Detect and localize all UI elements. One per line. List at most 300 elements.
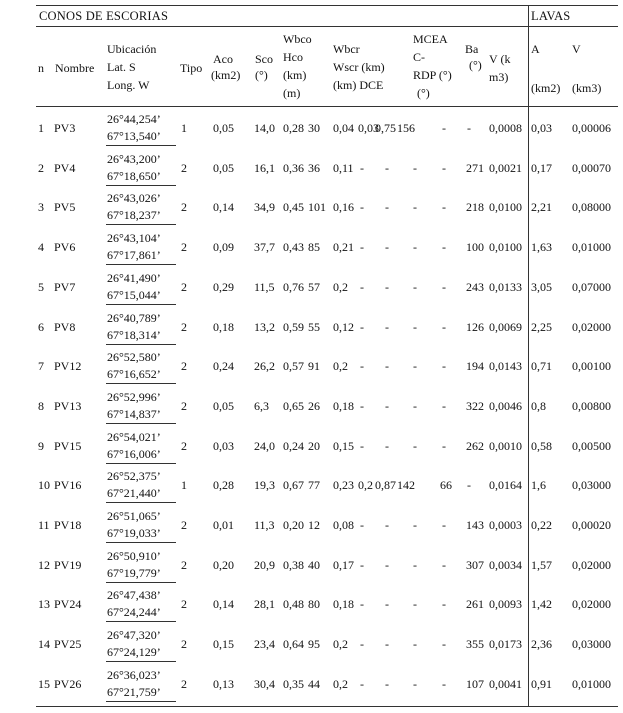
cell-tipo: 2 (181, 676, 187, 691)
cell-rdp: - (442, 597, 446, 612)
cell-lat: 26°41,490’ (107, 270, 161, 285)
cell-wbcr: 0,18 (333, 597, 354, 612)
bottom-rule (36, 706, 618, 707)
cell-wbco: 0,59 (283, 319, 304, 334)
cell-la: 2,36 (531, 637, 552, 652)
cell-sco: 37,7 (254, 240, 275, 255)
cell-rule (106, 145, 176, 146)
cell-dce: - (385, 240, 389, 255)
cell-wscr: - (360, 676, 364, 691)
cell-lat: 26°51,065’ (107, 509, 161, 523)
cell-rdp: - (442, 637, 446, 652)
header-sco: Sco (255, 52, 273, 66)
cell-ba: 322 (466, 398, 484, 413)
cell-hco: 85 (308, 240, 320, 255)
header-hco-unit: (m) (283, 86, 301, 100)
cell-ba: 107 (466, 676, 484, 691)
cell-rdp: 66 (440, 478, 452, 493)
cell-wbco: 0,57 (283, 359, 304, 374)
cell-aco: 0,24 (213, 359, 234, 374)
cell-dce: - (385, 676, 389, 691)
cell-hco: 57 (308, 279, 320, 294)
header-sco-unit: (°) (255, 68, 268, 82)
cell-lv: 0,01000 (572, 676, 611, 691)
cell-sco: 20,9 (254, 557, 275, 572)
cell-ba: 218 (466, 200, 484, 215)
cell-ba: 355 (466, 637, 484, 652)
cell-n: 6 (38, 319, 44, 334)
cell-wbcr: 0,23 (333, 478, 354, 493)
cell-mcea: 142 (397, 478, 415, 493)
cell-wbco: 0,48 (283, 597, 304, 612)
cell-nombre: PV24 (54, 597, 82, 612)
cell-hco: 30 (308, 121, 320, 135)
cell-sco: 11,5 (254, 279, 275, 294)
header-mcea: MCEA (413, 32, 448, 46)
cell-hco: 95 (308, 637, 320, 652)
cell-la: 0,17 (531, 160, 552, 175)
cell-rdp: - (442, 200, 446, 215)
cell-mcea: 156 (397, 121, 415, 135)
cell-ba: 194 (466, 359, 484, 374)
header-lava-v-unit: (km3) (572, 81, 602, 95)
cell-wscr: - (360, 200, 364, 215)
cell-n: 10 (38, 478, 50, 493)
header-aco-unit: (km2) (211, 68, 241, 82)
cell-la: 0,22 (531, 518, 552, 532)
cell-dce: - (385, 200, 389, 215)
cell-rdp: - (442, 676, 446, 691)
cell-tipo: 2 (181, 557, 187, 572)
cell-lon: 67°17,861’ (107, 248, 161, 263)
cell-lon: 67°13,540’ (107, 129, 161, 143)
cell-nombre: PV25 (54, 637, 82, 652)
cell-wbcr: 0,2 (333, 637, 348, 652)
cell-wbcr: 0,15 (333, 438, 354, 453)
cell-hco: 20 (308, 438, 320, 453)
cell-rdp: - (442, 438, 446, 453)
cell-lon: 67°18,314’ (107, 327, 161, 342)
cell-ba: 143 (466, 518, 484, 532)
cell-wbco: 0,67 (283, 478, 304, 493)
section-title-conos: CONOS DE ESCORIAS (39, 9, 169, 23)
cell-n: 3 (38, 200, 44, 215)
cell-sco: 24,0 (254, 438, 275, 453)
cell-v: 0,0093 (489, 597, 522, 612)
cell-mcea: - (413, 240, 417, 255)
cell-rule (106, 383, 176, 384)
cell-dce: - (385, 597, 389, 612)
cell-lat: 26°52,996’ (107, 389, 161, 404)
header-wbcr: Wbcr (333, 42, 360, 56)
cell-wscr: - (360, 557, 364, 572)
cell-aco: 0,13 (213, 676, 234, 691)
cell-lat: 26°52,375’ (107, 469, 161, 484)
cell-dce: - (385, 359, 389, 374)
cell-mcea: - (413, 518, 417, 532)
cell-wbcr: 0,21 (333, 240, 354, 255)
header-n: n (38, 61, 44, 75)
cell-rule (106, 304, 176, 305)
cell-lv: 0,00070 (572, 160, 611, 175)
cell-v: 0,0100 (489, 200, 522, 215)
header-ba-unit: (°) (469, 58, 482, 72)
cell-wscr: - (360, 359, 364, 374)
cell-tipo: 1 (181, 121, 187, 135)
header-lava-a-unit: (km2) (531, 81, 561, 95)
header-wbco-unit: (km) (283, 68, 307, 82)
cell-nombre: PV6 (54, 240, 76, 255)
cell-hco: 26 (308, 398, 320, 413)
cell-la: 0,91 (531, 676, 552, 691)
cell-n: 13 (38, 597, 50, 612)
cell-tipo: 2 (181, 398, 187, 413)
cell-ba: - (467, 121, 471, 135)
cell-rdp: - (442, 557, 446, 572)
cell-wbco: 0,24 (283, 438, 304, 453)
cell-dce: - (385, 398, 389, 413)
cell-lon: 67°24,244’ (107, 605, 161, 620)
cell-la: 3,05 (531, 279, 552, 294)
cell-wbco: 0,38 (283, 557, 304, 572)
cell-aco: 0,14 (213, 200, 234, 215)
cell-mcea: - (413, 398, 417, 413)
cell-rule (106, 582, 176, 583)
header-dce: (km) DCE (333, 78, 384, 92)
cell-n: 9 (38, 438, 44, 453)
cell-lon: 67°18,650’ (107, 168, 161, 183)
cell-nombre: PV8 (54, 319, 76, 334)
cell-la: 2,25 (531, 319, 552, 334)
header-ubicacion: Ubicación (107, 42, 157, 56)
cell-ba: 126 (466, 319, 484, 334)
cell-wbcr: 0,2 (333, 676, 348, 691)
cell-wbcr: 0,11 (333, 160, 354, 175)
cell-aco: 0,05 (213, 160, 234, 175)
cell-lon: 67°19,033’ (107, 526, 161, 540)
cell-wscr: - (360, 637, 364, 652)
cell-lv: 0,00500 (572, 438, 611, 453)
cell-lv: 0,01000 (572, 240, 611, 255)
cell-sco: 6,3 (254, 398, 269, 413)
cell-rdp: - (442, 398, 446, 413)
cell-mcea: - (413, 597, 417, 612)
cell-dce: - (385, 279, 389, 294)
cell-v: 0,0010 (489, 438, 522, 453)
cell-lat: 26°43,104’ (107, 231, 161, 246)
cell-rule (106, 185, 176, 186)
cell-ba: 307 (466, 557, 484, 572)
cell-wbco: 0,64 (283, 637, 304, 652)
cell-hco: 91 (308, 359, 320, 374)
cell-mcea: - (413, 279, 417, 294)
cell-mcea: - (413, 160, 417, 175)
cell-wscr: 0,03 (358, 121, 379, 135)
cell-lon: 67°21,440’ (107, 486, 161, 501)
cell-sco: 19,3 (254, 478, 275, 493)
cell-wbcr: 0,08 (333, 518, 354, 532)
cell-wbcr: 0,2 (333, 359, 348, 374)
cell-wbco: 0,28 (283, 121, 304, 135)
cell-aco: 0,03 (213, 438, 234, 453)
cell-ba: - (467, 478, 471, 493)
cell-n: 12 (38, 557, 50, 572)
cell-rdp: - (442, 121, 446, 135)
cell-tipo: 2 (181, 160, 187, 175)
cell-v: 0,0133 (489, 279, 522, 294)
header-c: C- (413, 50, 425, 64)
cell-lon: 67°18,237’ (107, 208, 161, 223)
cell-tipo: 2 (181, 637, 187, 652)
cell-lv: 0,02000 (572, 597, 611, 612)
cell-wbco: 0,35 (283, 676, 304, 691)
cell-dce: - (385, 557, 389, 572)
cell-lv: 0,00100 (572, 359, 611, 374)
cell-ba: 262 (466, 438, 484, 453)
header-underline (38, 106, 50, 107)
cell-n: 14 (38, 637, 50, 652)
cell-tipo: 2 (181, 359, 187, 374)
cell-n: 4 (38, 240, 44, 255)
cell-aco: 0,05 (213, 121, 234, 135)
cell-rdp: - (442, 518, 446, 532)
cell-aco: 0,20 (213, 557, 234, 572)
cell-rule (106, 224, 176, 225)
cell-mcea: - (413, 359, 417, 374)
cell-hco: 55 (308, 319, 320, 334)
cell-wbcr: 0,12 (333, 319, 354, 334)
cell-lon: 67°19,779’ (107, 565, 161, 580)
cell-nombre: PV26 (54, 676, 82, 691)
cell-nombre: PV3 (54, 121, 76, 135)
cell-lon: 67°15,044’ (107, 287, 161, 302)
cell-lon: 67°21,759’ (107, 684, 161, 699)
header-long: Long. W (107, 78, 150, 92)
cell-sco: 30,4 (254, 676, 275, 691)
section-divider (528, 5, 529, 706)
cell-tipo: 2 (181, 319, 187, 334)
cell-aco: 0,15 (213, 637, 234, 652)
cell-rule (106, 701, 176, 702)
cell-lat: 26°54,021’ (107, 429, 161, 444)
cell-wbco: 0,76 (283, 279, 304, 294)
header-lat: Lat. S (107, 60, 136, 74)
cell-nombre: PV15 (54, 438, 82, 453)
cell-la: 0,58 (531, 438, 552, 453)
cell-hco: 80 (308, 597, 320, 612)
cell-n: 1 (38, 121, 44, 135)
cell-aco: 0,09 (213, 240, 234, 255)
cell-mcea: - (413, 557, 417, 572)
cell-lv: 0,03000 (572, 637, 611, 652)
header-rule (36, 106, 618, 107)
cell-lv: 0,08000 (572, 200, 611, 215)
cell-wbcr: 0,2 (333, 279, 348, 294)
cell-rule (106, 621, 176, 622)
header-nombre: Nombre (55, 61, 95, 75)
cell-rule (106, 344, 176, 345)
cell-lv: 0,02000 (572, 319, 611, 334)
cell-dce: - (385, 319, 389, 334)
cell-mcea: - (413, 637, 417, 652)
cell-dce: 0,87 (375, 478, 396, 493)
cell-lat: 26°40,789’ (107, 310, 161, 325)
cell-sco: 11,3 (254, 518, 275, 532)
cell-tipo: 2 (181, 279, 187, 294)
top-rule (36, 5, 618, 6)
cell-lat: 26°36,023’ (107, 667, 161, 682)
cell-wscr: - (360, 279, 364, 294)
cell-wscr: 0,2 (358, 478, 373, 493)
cell-lat: 26°43,200’ (107, 151, 161, 166)
cell-lv: 0,00020 (572, 518, 611, 532)
cell-n: 7 (38, 359, 44, 374)
cell-wscr: - (360, 398, 364, 413)
cell-wbco: 0,45 (283, 200, 304, 215)
cell-tipo: 2 (181, 518, 187, 532)
cell-wscr: - (360, 597, 364, 612)
header-lava-a: A (531, 42, 540, 56)
cell-hco: 77 (308, 478, 320, 493)
cell-wscr: - (360, 438, 364, 453)
cell-rdp: - (442, 279, 446, 294)
cell-rule (106, 423, 176, 424)
cell-wscr: - (360, 319, 364, 334)
cell-wbcr: 0,04 (333, 121, 354, 135)
header-v: V (k (489, 52, 511, 66)
cell-sco: 13,2 (254, 319, 275, 334)
cell-mcea: - (413, 438, 417, 453)
header-aco: Aco (213, 52, 233, 66)
cell-v: 0,0003 (489, 518, 522, 532)
cell-dce: - (385, 438, 389, 453)
cell-wbcr: 0,18 (333, 398, 354, 413)
cell-rule (106, 502, 176, 503)
cell-sco: 26,2 (254, 359, 275, 374)
section-title-lavas: LAVAS (531, 9, 571, 23)
header-v-unit: m3) (489, 70, 509, 84)
cell-aco: 0,28 (213, 478, 234, 493)
cell-v: 0,0069 (489, 319, 522, 334)
cell-ba: 261 (466, 597, 484, 612)
cell-tipo: 2 (181, 597, 187, 612)
cell-n: 2 (38, 160, 44, 175)
cell-rule (106, 542, 176, 543)
header-tipo: Tipo (180, 61, 203, 75)
cell-wscr: - (360, 240, 364, 255)
cell-aco: 0,14 (213, 597, 234, 612)
cell-v: 0,0173 (489, 637, 522, 652)
cell-wscr: - (360, 160, 364, 175)
cell-tipo: 1 (181, 478, 187, 493)
cell-lat: 26°52,580’ (107, 350, 161, 365)
cell-nombre: PV7 (54, 279, 76, 294)
cell-v: 0,0041 (489, 676, 522, 691)
cell-hco: 101 (308, 200, 326, 215)
cell-sco: 34,9 (254, 200, 275, 215)
header-mcea-unit: (°) (417, 86, 430, 100)
cell-rdp: - (442, 319, 446, 334)
cell-v: 0,0164 (489, 478, 522, 493)
cell-wscr: - (360, 518, 364, 532)
cell-rdp: - (442, 160, 446, 175)
cell-tipo: 2 (181, 438, 187, 453)
cell-lv: 0,03000 (572, 478, 611, 493)
cell-lv: 0,07000 (572, 279, 611, 294)
cell-sco: 23,4 (254, 637, 275, 652)
cell-lon: 67°14,837’ (107, 406, 161, 421)
cell-la: 1,63 (531, 240, 552, 255)
cell-mcea: - (413, 676, 417, 691)
cell-rule (106, 264, 176, 265)
cell-wbcr: 0,17 (333, 557, 354, 572)
cell-v: 0,0034 (489, 557, 522, 572)
header-hco: Hco (283, 50, 303, 64)
cell-aco: 0,01 (213, 518, 234, 532)
cell-n: 5 (38, 279, 44, 294)
cell-lat: 26°50,910’ (107, 548, 161, 563)
header-wscr: Wscr (km) (333, 60, 385, 74)
cell-rdp: - (442, 240, 446, 255)
cell-aco: 0,18 (213, 319, 234, 334)
cell-nombre: PV5 (54, 200, 76, 215)
cell-sco: 28,1 (254, 597, 275, 612)
cell-hco: 36 (308, 160, 320, 175)
cell-la: 0,8 (531, 398, 546, 413)
cell-mcea: - (413, 319, 417, 334)
cell-lv: 0,00800 (572, 398, 611, 413)
cell-n: 15 (38, 676, 50, 691)
header-ba: Ba (465, 42, 479, 56)
cell-v: 0,0046 (489, 398, 522, 413)
cell-rdp: - (442, 359, 446, 374)
cell-lat: 26°47,438’ (107, 588, 161, 603)
cell-lat: 26°44,254’ (107, 112, 161, 126)
cell-n: 11 (38, 518, 50, 532)
cell-rule (106, 661, 176, 662)
cell-ba: 243 (466, 279, 484, 294)
cell-lat: 26°47,320’ (107, 628, 161, 643)
cell-n: 8 (38, 398, 44, 413)
cell-nombre: PV4 (54, 160, 76, 175)
cell-aco: 0,29 (213, 279, 234, 294)
cell-ba: 271 (466, 160, 484, 175)
cell-la: 1,57 (531, 557, 552, 572)
cell-lon: 67°24,129’ (107, 645, 161, 660)
cell-lon: 67°16,006’ (107, 446, 161, 461)
header-rdp: RDP (°) (413, 68, 452, 82)
cell-wbcr: 0,16 (333, 200, 354, 215)
cell-v: 0,0143 (489, 359, 522, 374)
cell-sco: 16,1 (254, 160, 275, 175)
cell-lat: 26°43,026’ (107, 191, 161, 206)
header-lava-v: V (572, 42, 581, 56)
cell-dce: - (385, 518, 389, 532)
cell-v: 0,0100 (489, 240, 522, 255)
cell-dce: - (385, 637, 389, 652)
cell-la: 1,6 (531, 478, 546, 493)
cell-tipo: 2 (181, 200, 187, 215)
cell-rule (106, 463, 176, 464)
cell-nombre: PV16 (54, 478, 82, 493)
cell-nombre: PV18 (54, 518, 82, 532)
cell-mcea: - (413, 200, 417, 215)
cell-wbco: 0,65 (283, 398, 304, 413)
header-wbco: Wbco (283, 32, 312, 46)
cell-nombre: PV12 (54, 359, 82, 374)
cell-la: 0,71 (531, 359, 552, 374)
cell-sco: 14,0 (254, 121, 275, 135)
